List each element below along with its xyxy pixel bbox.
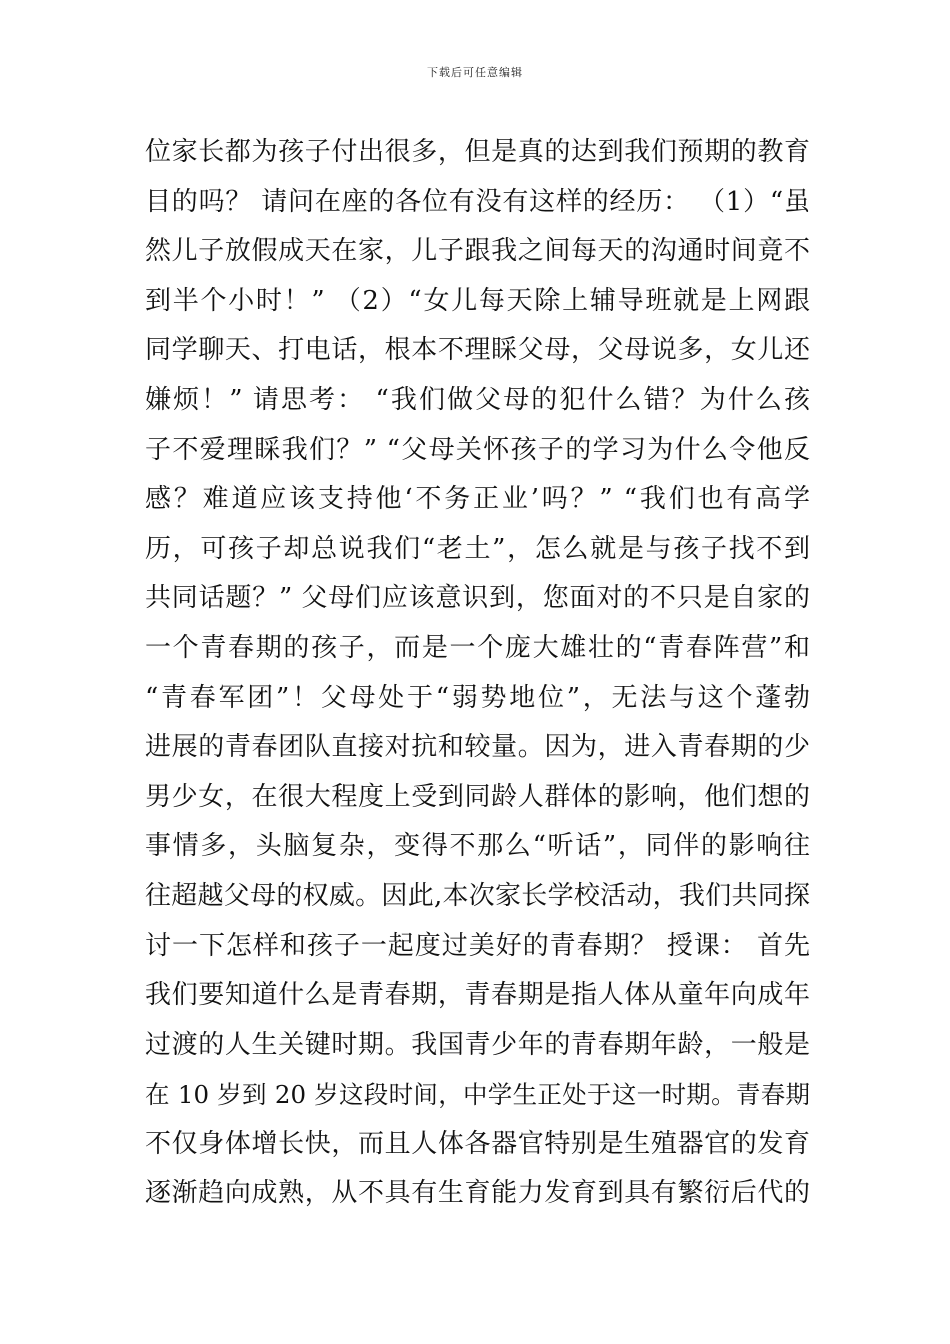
text-line: 子不爱理睬我们？” “父母关怀孩子的学习为什么令他反 — [145, 434, 810, 465]
text-line: 感？难道应该支持他‘不务正业’吗？” “我们也有高学 — [145, 484, 810, 515]
body-text — [145, 128, 810, 1219]
text-line: 不仅身体增长快，而且人体各器官特别是生殖器官的发育 — [145, 1128, 810, 1159]
text-line: 共同话题？” 父母们应该意识到，您面对的不只是自家的 — [145, 583, 810, 614]
text-line: 逐渐趋向成熟，从不具有生育能力发育到具有繁衍后代的 — [145, 1178, 810, 1209]
text-line: 我们要知道什么是青春期，青春期是指人体从童年向成年 — [145, 980, 810, 1011]
text-line: 位家长都为孩子付出很多，但是真的达到我们预期的教育 — [145, 137, 810, 167]
text-line: 同学聊天、打电话，根本不理睬父母，父母说多，女儿还 — [145, 335, 810, 366]
text-line: 嫌烦！” 请思考： “我们做父母的犯什么错？为什么孩 — [145, 384, 810, 415]
page-header: 下载后可任意编辑 — [427, 66, 523, 79]
text-line: 往超越父母的权威。因此,本次家长学校活动，我们共同探 — [145, 880, 810, 911]
text-line: 到半个小时！” （2）“女儿每天除上辅导班就是上网跟 — [145, 285, 810, 316]
text-line: “青春军团”！父母处于“弱势地位”，无法与这个蓬勃 — [145, 682, 810, 713]
text-line: 进展的青春团队直接对抗和较量。因为，进入青春期的少 — [145, 732, 810, 763]
text-line: 过渡的人生关键时期。我国青少年的青春期年龄，一般是 — [145, 1029, 810, 1060]
text-line: 历，可孩子却总说我们“老土”，怎么就是与孩子找不到 — [145, 533, 810, 564]
text-line: 男少女，在很大程度上受到同龄人群体的影响，他们想的 — [145, 781, 810, 812]
text-line: 一个青春期的孩子，而是一个庞大雄壮的“青春阵营”和 — [145, 632, 810, 663]
text-line: 事情多，头脑复杂，变得不那么“听话”，同伴的影响往 — [145, 831, 810, 862]
text-line: 讨一下怎样和孩子一起度过美好的青春期？ 授课： 首先 — [145, 930, 810, 961]
text-line: 在 10 岁到 20 岁这段时间，中学生正处于这一时期。青春期 — [145, 1080, 810, 1110]
text-line: 目的吗？ 请问在座的各位有没有这样的经历： （1）“虽 — [145, 186, 810, 217]
text-line: 然儿子放假成天在家，儿子跟我之间每天的沟通时间竟不 — [145, 236, 810, 267]
